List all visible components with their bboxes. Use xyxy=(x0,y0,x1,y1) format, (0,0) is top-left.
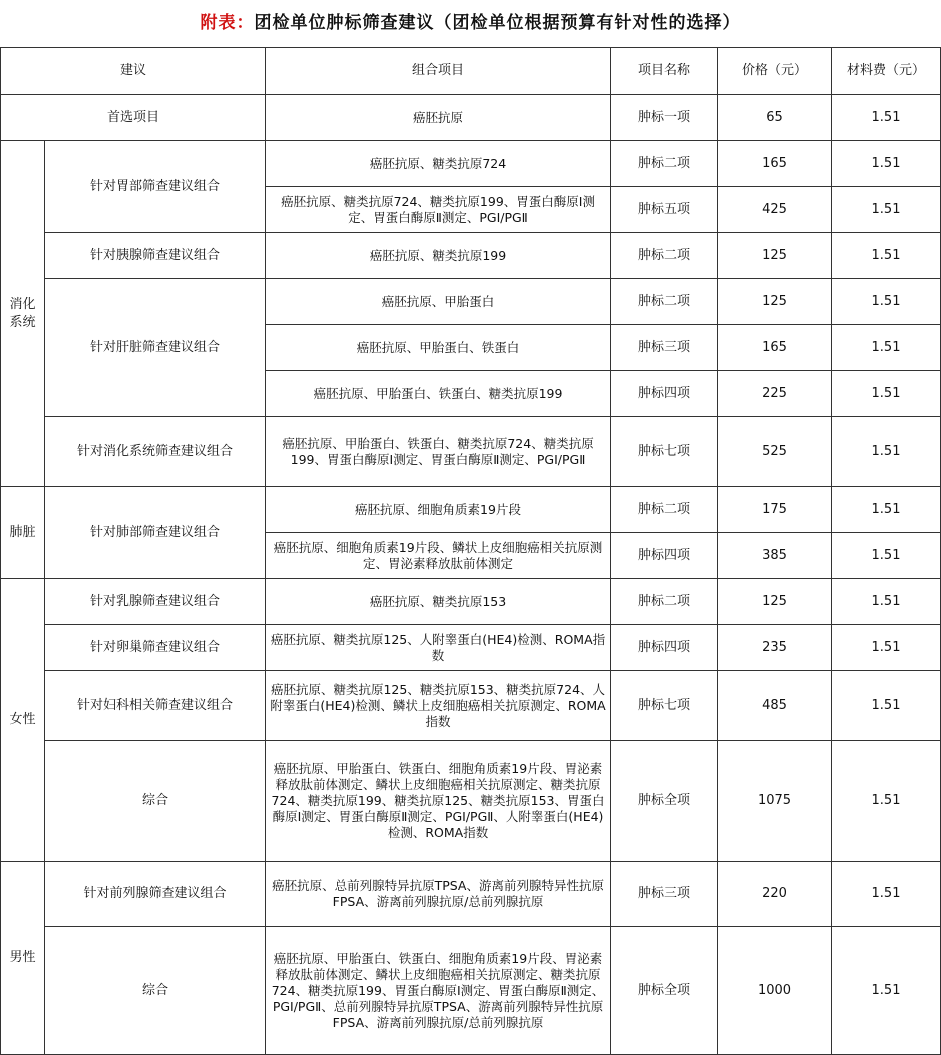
price-cell: 175 xyxy=(718,487,832,533)
header-name: 项目名称 xyxy=(611,48,718,95)
table-row xyxy=(1,579,941,625)
name-cell: 肿标四项 xyxy=(611,625,718,671)
table-row xyxy=(1,141,941,187)
material-cell: 1.51 xyxy=(832,279,941,325)
material-cell: 1.51 xyxy=(832,862,941,927)
category-digestive: 消化 系统 xyxy=(1,141,45,487)
table-row xyxy=(1,741,941,862)
material-cell: 1.51 xyxy=(832,579,941,625)
combo-cell: 癌胚抗原、糖类抗原724 xyxy=(266,141,611,187)
price-cell: 220 xyxy=(718,862,832,927)
table-row xyxy=(1,927,941,1055)
name-cell: 肿标三项 xyxy=(611,325,718,371)
name-cell: 肿标二项 xyxy=(611,141,718,187)
table-row xyxy=(1,487,941,533)
table-row xyxy=(1,671,941,741)
table-row xyxy=(1,862,941,927)
combo-cell: 癌胚抗原、细胞角质素19片段、鳞状上皮细胞癌相关抗原测定、胃泌素释放肽前体测定 xyxy=(266,533,611,579)
combo-cell: 癌胚抗原、糖类抗原125、人附睾蛋白(HE4)检测、ROMA指数 xyxy=(266,625,611,671)
combo-cell: 癌胚抗原、糖类抗原724、糖类抗原199、胃蛋白酶原Ⅰ测定、胃蛋白酶原Ⅱ测定、PGⅠ/PGⅡ xyxy=(266,187,611,233)
group-gyn: 针对妇科相关筛查建议组合 xyxy=(45,671,266,741)
name-cell: 肿标五项 xyxy=(611,187,718,233)
material-cell: 1.51 xyxy=(832,533,941,579)
category-female: 女性 xyxy=(1,579,45,862)
material-cell: 1.51 xyxy=(832,371,941,417)
combo-cell: 癌胚抗原、甲胎蛋白、铁蛋白、细胞角质素19片段、胃泌素释放肽前体测定、鳞状上皮细胞癌相关抗原测定、糖类抗原724、糖类抗原199、糖类抗原125、糖类抗原153、胃蛋白酶原Ⅰ测定、胃蛋白酶原Ⅱ测定、PGⅠ/PGⅡ、人附睾蛋白(HE4)检测、ROMA指数 xyxy=(266,741,611,862)
screening-table xyxy=(0,47,941,1055)
combo-cell: 癌胚抗原、糖类抗原199 xyxy=(266,233,611,279)
title-text: 团检单位肿标筛查建议（团检单位根据预算有针对性的选择） xyxy=(254,13,741,33)
category-male: 男性 xyxy=(1,862,45,1055)
price-cell: 165 xyxy=(718,325,832,371)
group-digestive: 针对消化系统筛查建议组合 xyxy=(45,417,266,487)
header-suggestion: 建议 xyxy=(1,48,266,95)
combo-cell: 癌胚抗原、甲胎蛋白 xyxy=(266,279,611,325)
header-material: 材料费（元） xyxy=(832,48,941,95)
name-cell: 肿标四项 xyxy=(611,371,718,417)
combo-cell: 癌胚抗原、甲胎蛋白、铁蛋白 xyxy=(266,325,611,371)
combo-cell: 癌胚抗原、甲胎蛋白、铁蛋白、糖类抗原199 xyxy=(266,371,611,417)
page-title xyxy=(0,0,941,47)
table-row xyxy=(1,95,941,141)
price-cell: 485 xyxy=(718,671,832,741)
table-row xyxy=(1,417,941,487)
material-cell: 1.51 xyxy=(832,141,941,187)
price-cell: 125 xyxy=(718,279,832,325)
material-cell: 1.51 xyxy=(832,927,941,1055)
table-row xyxy=(1,279,941,325)
material-cell: 1.51 xyxy=(832,233,941,279)
price-cell: 165 xyxy=(718,141,832,187)
price-cell: 125 xyxy=(718,579,832,625)
combo-cell: 癌胚抗原、甲胎蛋白、铁蛋白、细胞角质素19片段、胃泌素释放肽前体测定、鳞状上皮细胞癌相关抗原测定、糖类抗原724、糖类抗原199、胃蛋白酶原Ⅰ测定、胃蛋白酶原Ⅱ测定、PGⅠ/PGⅡ、总前列腺特异抗原TPSA、游离前列腺特异性抗原FPSA、游离前列腺抗原/总前列腺抗原 xyxy=(266,927,611,1055)
price-cell: 425 xyxy=(718,187,832,233)
name-cell: 肿标七项 xyxy=(611,417,718,487)
price-cell: 125 xyxy=(718,233,832,279)
group-ovary: 针对卵巢筛查建议组合 xyxy=(45,625,266,671)
name-cell: 肿标七项 xyxy=(611,671,718,741)
title-prefix: 附表： xyxy=(200,13,255,33)
group-lung: 针对肺部筛查建议组合 xyxy=(45,487,266,579)
header-row xyxy=(1,48,941,95)
combo-cell: 癌胚抗原、细胞角质素19片段 xyxy=(266,487,611,533)
price-cell: 525 xyxy=(718,417,832,487)
header-price: 价格（元） xyxy=(718,48,832,95)
first-label: 首选项目 xyxy=(1,95,266,141)
material-cell: 1.51 xyxy=(832,187,941,233)
name-cell: 肿标四项 xyxy=(611,533,718,579)
combo-cell: 癌胚抗原 xyxy=(266,95,611,141)
group-pancreas: 针对胰腺筛查建议组合 xyxy=(45,233,266,279)
price-cell: 225 xyxy=(718,371,832,417)
price-cell: 235 xyxy=(718,625,832,671)
category-lung: 肺脏 xyxy=(1,487,45,579)
name-cell: 肿标三项 xyxy=(611,862,718,927)
group-male-all: 综合 xyxy=(45,927,266,1055)
name-cell: 肿标一项 xyxy=(611,95,718,141)
name-cell: 肿标二项 xyxy=(611,233,718,279)
material-cell: 1.51 xyxy=(832,487,941,533)
material-cell: 1.51 xyxy=(832,625,941,671)
price-cell: 385 xyxy=(718,533,832,579)
group-liver: 针对肝脏筛查建议组合 xyxy=(45,279,266,417)
price-cell: 1075 xyxy=(718,741,832,862)
price-cell: 65 xyxy=(718,95,832,141)
table-row xyxy=(1,233,941,279)
group-breast: 针对乳腺筛查建议组合 xyxy=(45,579,266,625)
group-stomach: 针对胃部筛查建议组合 xyxy=(45,141,266,233)
group-female-all: 综合 xyxy=(45,741,266,862)
name-cell: 肿标二项 xyxy=(611,487,718,533)
combo-cell: 癌胚抗原、总前列腺特异抗原TPSA、游离前列腺特异性抗原FPSA、游离前列腺抗原/总前列腺抗原 xyxy=(266,862,611,927)
combo-cell: 癌胚抗原、糖类抗原125、糖类抗原153、糖类抗原724、人附睾蛋白(HE4)检测、鳞状上皮细胞癌相关抗原测定、ROMA指数 xyxy=(266,671,611,741)
table-row xyxy=(1,625,941,671)
material-cell: 1.51 xyxy=(832,325,941,371)
header-combo: 组合项目 xyxy=(266,48,611,95)
group-prostate: 针对前列腺筛查建议组合 xyxy=(45,862,266,927)
combo-cell: 癌胚抗原、糖类抗原153 xyxy=(266,579,611,625)
name-cell: 肿标全项 xyxy=(611,927,718,1055)
name-cell: 肿标全项 xyxy=(611,741,718,862)
price-cell: 1000 xyxy=(718,927,832,1055)
material-cell: 1.51 xyxy=(832,671,941,741)
material-cell: 1.51 xyxy=(832,417,941,487)
combo-cell: 癌胚抗原、甲胎蛋白、铁蛋白、糖类抗原724、糖类抗原199、胃蛋白酶原Ⅰ测定、胃蛋白酶原Ⅱ测定、PGⅠ/PGⅡ xyxy=(266,417,611,487)
name-cell: 肿标二项 xyxy=(611,579,718,625)
material-cell: 1.51 xyxy=(832,95,941,141)
name-cell: 肿标二项 xyxy=(611,279,718,325)
material-cell: 1.51 xyxy=(832,741,941,862)
